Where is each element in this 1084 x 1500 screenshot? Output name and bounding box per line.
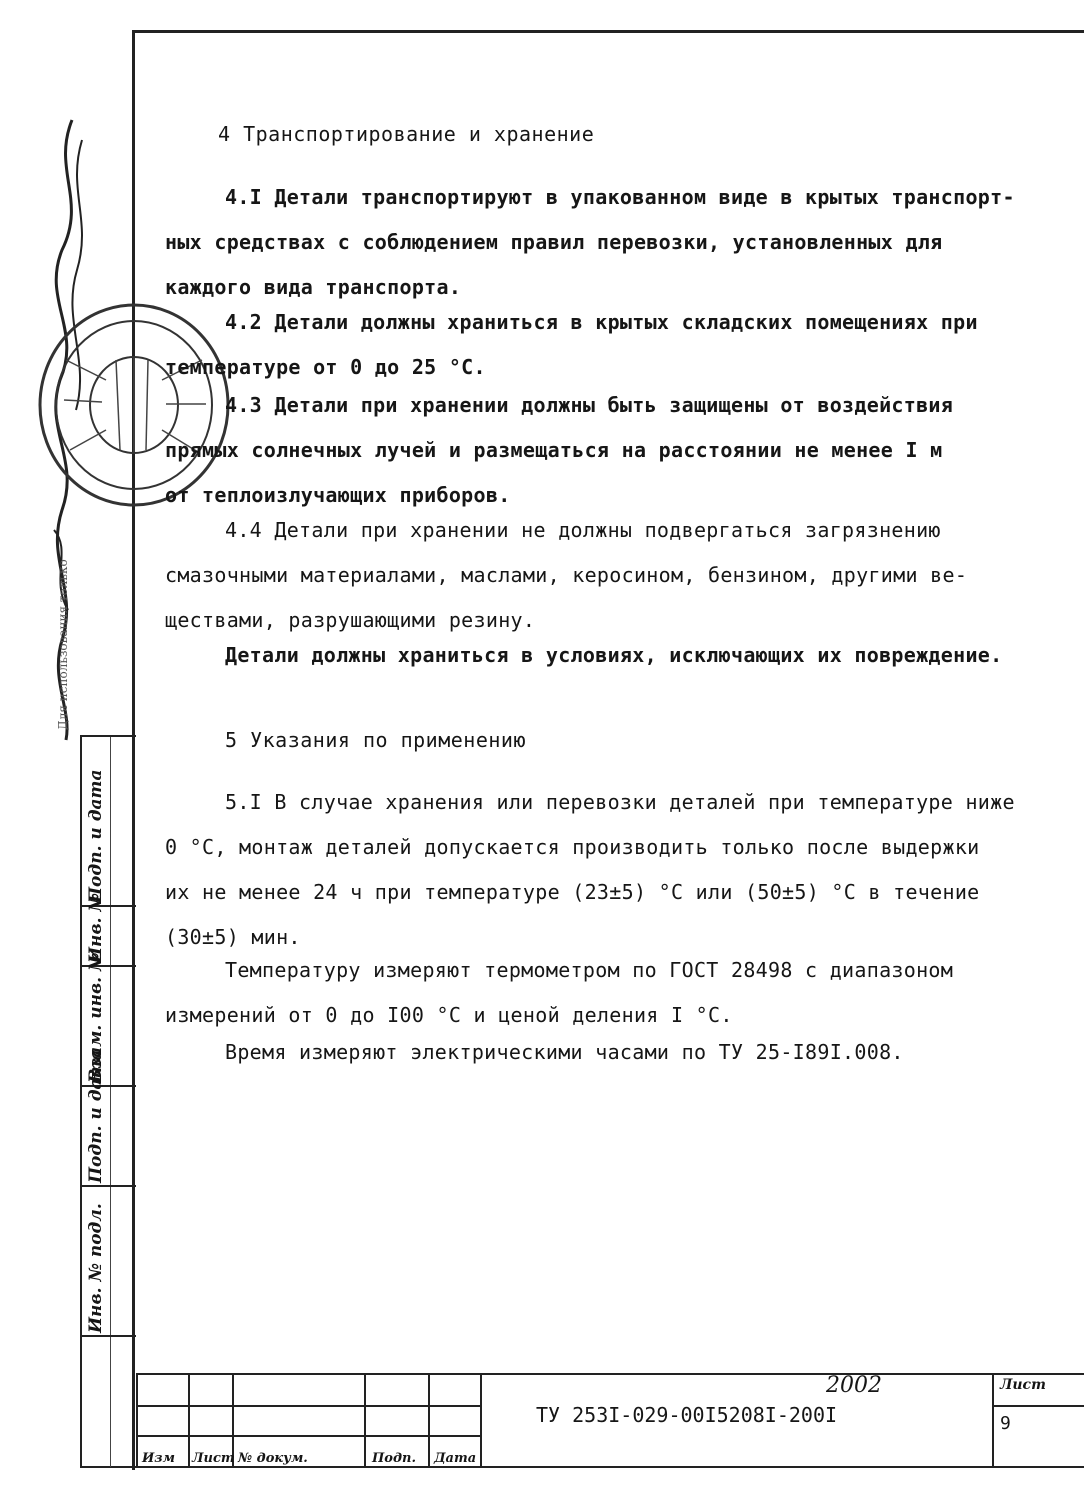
title-block-line	[188, 1373, 190, 1467]
side-stamp-label-sign-date-2: Подп. и дата	[86, 1049, 106, 1183]
document-code: ТУ 253I-029-00I5208I-200I	[536, 1403, 838, 1427]
title-block-label-doc-no: № докум.	[238, 1451, 308, 1466]
paragraph-line: смазочными материалами, маслами, керосином, бензином, другими ве-	[165, 563, 968, 587]
paragraph-line: Время измеряют электрическими часами по ТУ 25-I89I.008.	[225, 1040, 904, 1064]
paragraph-line: измерений от 0 до I00 °С и ценой деления I °С.	[165, 1003, 733, 1027]
title-block-line	[428, 1373, 430, 1467]
side-stamp-line	[82, 1185, 136, 1187]
title-block-line	[992, 1405, 1084, 1407]
paragraph-5-2	[165, 948, 1055, 1038]
title-block-label-sheet: Лист	[192, 1451, 235, 1466]
title-block-line	[136, 1373, 1084, 1375]
paragraph-line: 4.3 Детали при хранении должны быть защищены от воздействия	[225, 393, 954, 417]
paragraph-5-1	[165, 780, 1055, 960]
title-block-line	[480, 1373, 482, 1467]
paragraph-line: от теплоизлучающих приборов.	[165, 483, 511, 507]
paragraph-4-4	[165, 508, 1055, 643]
side-stamp-label-orig-inv-no: Инв. № подл.	[86, 1203, 106, 1333]
section-5-heading: 5 Указания по применению	[225, 728, 526, 752]
side-stamp-divider	[110, 735, 111, 1467]
paragraph-line: ных средствах с соблюдением правил перевозки, установленных для	[165, 230, 943, 254]
paragraph-line: прямых солнечных лучей и размещаться на расстоянии не менее I м	[165, 438, 943, 462]
section-4-heading: 4 Транспортирование и хранение	[218, 122, 595, 146]
sheet-number: 9	[1000, 1413, 1011, 1434]
frame-top-border	[134, 30, 1084, 33]
paragraph-5-3	[165, 1030, 1055, 1075]
paragraph-line: ществами, разрушающими резину.	[165, 608, 536, 632]
paragraph-line: (30±5) мин.	[165, 925, 301, 949]
paragraph-line: 0 °С, монтаж деталей допускается производить только после выдержки	[165, 835, 980, 859]
title-block	[136, 1373, 1084, 1467]
side-stamp-label-repl-inv-no: Взам. инв. №	[86, 952, 106, 1083]
side-stamp-line	[82, 735, 136, 737]
title-block-line	[136, 1373, 138, 1467]
paragraph-line: температуре от 0 до 25 °С.	[165, 355, 486, 379]
paragraph-line: 5.I В случае хранения или перевозки деталей при температуре ниже	[225, 790, 1015, 814]
side-stamp-column	[80, 735, 138, 1467]
paragraph-line: каждого вида транспорта.	[165, 275, 462, 299]
side-stamp-label-sign-date-1: Подп. и дата	[86, 769, 106, 903]
title-block-label-change: Изм	[142, 1451, 175, 1466]
side-usage-note: Для использования только	[56, 559, 70, 730]
paragraph-4-5	[165, 633, 1055, 678]
paragraph-line: Детали должны храниться в условиях, исключающих их повреждение.	[225, 643, 1003, 667]
sheet-label: Лист	[1000, 1377, 1046, 1393]
title-block-label-date: Дата	[434, 1451, 477, 1466]
paragraph-4-3	[165, 383, 1055, 518]
title-block-label-sign: Подп.	[372, 1451, 416, 1466]
paragraph-line: 4.2 Детали должны храниться в крытых складских помещениях при	[225, 310, 978, 334]
paragraph-line: 4.I Детали транспортируют в упакованном виде в крытых транспорт-	[225, 185, 1015, 209]
side-stamp-line	[82, 1335, 136, 1337]
paragraph-line: Температуру измеряют термометром по ГОСТ 28498 с диапазоном	[225, 958, 954, 982]
paragraph-4-1	[165, 175, 1055, 310]
paragraph-4-2	[165, 300, 1055, 390]
paragraph-line: 4.4 Детали при хранении не должны подвергаться загрязнению	[225, 518, 941, 542]
side-stamp-label-inv-no: Инв. №	[86, 893, 106, 963]
paragraph-line: их не менее 24 ч при температуре (23±5) °С или (50±5) °С в течение	[165, 880, 980, 904]
handwritten-year: 2002	[826, 1373, 882, 1398]
title-block-line	[992, 1373, 994, 1467]
title-block-line	[364, 1373, 366, 1467]
